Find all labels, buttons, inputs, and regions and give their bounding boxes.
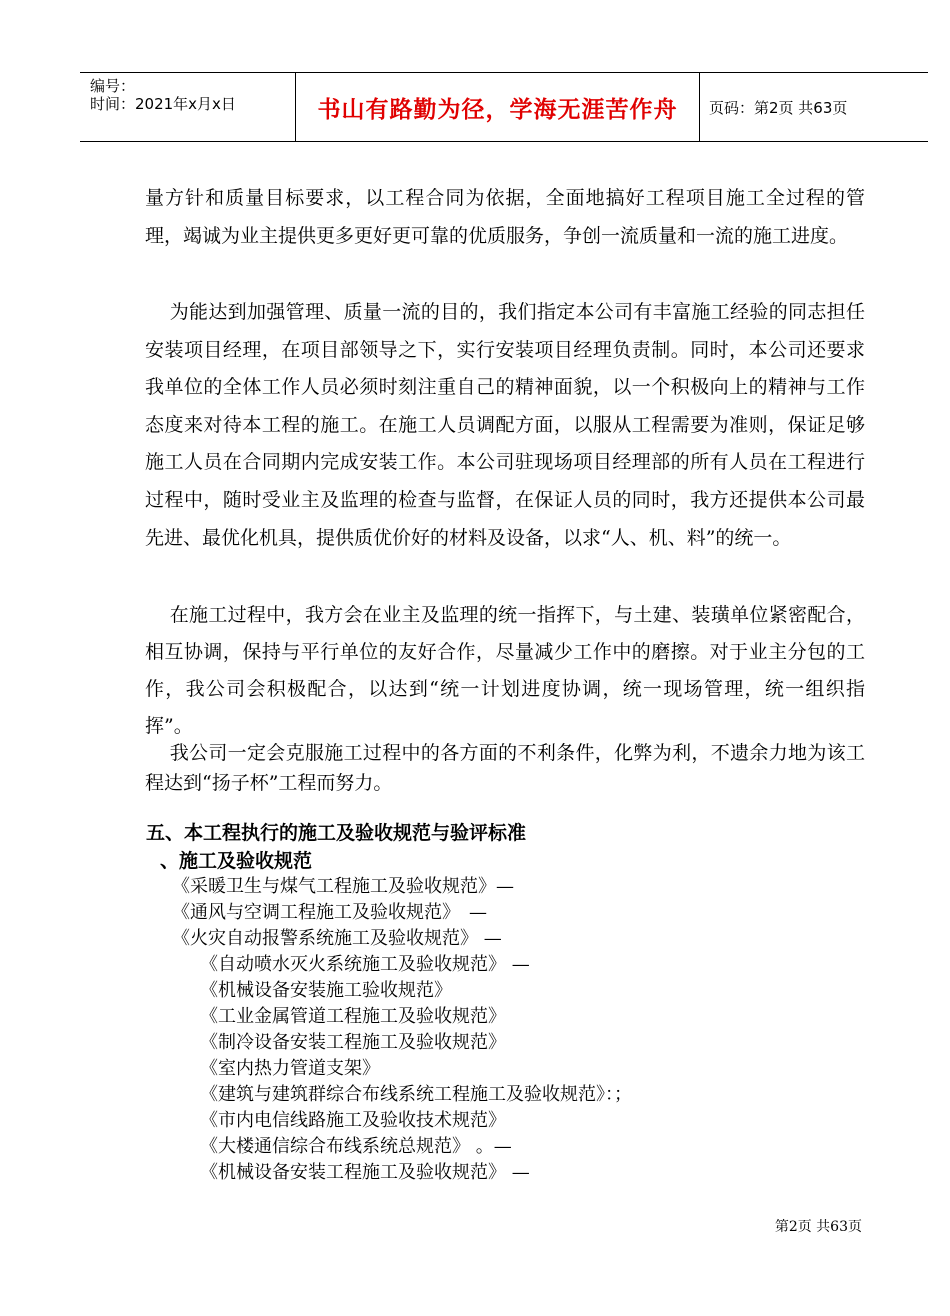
spec-item: 《制冷设备安装工程施工及验收规范》 bbox=[200, 1032, 506, 1053]
spec-item: 《自动喷水灭火系统施工及验收规范》 — bbox=[200, 954, 530, 975]
spec-item: 《机械设备安装工程施工及验收规范》 — bbox=[200, 1162, 530, 1183]
header-page-number: 页码：第2页 共63页 bbox=[709, 99, 848, 117]
spec-item: 《市内电信线路施工及验收技术规范》 bbox=[200, 1110, 506, 1131]
spec-item: 《工业金属管道工程施工及验收规范》 bbox=[200, 1006, 506, 1027]
spec-item: 《火灾自动报警系统施工及验收规范》 — bbox=[172, 928, 502, 949]
header-motto-cell bbox=[295, 73, 700, 141]
spec-item: 《通风与空调工程施工及验收规范》 — bbox=[172, 902, 487, 923]
page-footer: 第2页 共63页 bbox=[774, 1219, 862, 1235]
header-page-cell bbox=[699, 73, 928, 141]
document-time-label: 时间：2021年x月x日 bbox=[90, 95, 236, 113]
paragraph-1: 量方针和质量目标要求，以工程合同为依据，全面地搞好工程项目施工全过程的管理，竭诚为业主提供更多更好更可靠的优质服务，争创一流质量和一流的施工进度。 bbox=[145, 187, 865, 247]
paragraph-2: 为能达到加强管理、质量一流的目的，我们指定本公司有丰富施工经验的同志担任安装项目经理，在项目部领导之下，实行安装项目经理负责制。同时，本公司还要求我单位的全体工作人员必须时刻注重自己的精神面貌，以一个积极向上的精神与工作态度来对待本工程的施工。在施工人员调配方面，以服从工程需要为准则，保证足够施工人员在合同期内完成安装工作。本公司驻现场项目经理部的所有人员在工程进行过程中，随时受业主及监理的检查与监督，在保证人员的同时，我方还提供本公司最先进、最优化机具，提供质优价好的材料及设备，以求“人、机、料”的统一。 bbox=[145, 301, 865, 549]
section-heading: 五、本工程执行的施工及验收规范与验评标准 bbox=[146, 822, 527, 844]
header-meta bbox=[80, 73, 295, 141]
header-motto: 书山有路勤为径，学海无涯苦作舟 bbox=[317, 97, 678, 123]
paragraph-3: 在施工过程中，我方会在业主及监理的统一指挥下，与土建、装璜单位紧密配合，相互协调，保持与平行单位的友好合作，尽量减少工作中的磨擦。对于业主分包的工作，我公司会积极配合，以达到“统一计划进度协调，统一现场管理，统一组织指挥”。 bbox=[145, 604, 865, 737]
document-number-label: 编号： bbox=[90, 77, 136, 95]
paragraph-4: 我公司一定会克服施工过程中的各方面的不利条件，化弊为利，不遗余力地为该工程达到“扬子杯”工程而努力。 bbox=[145, 742, 865, 794]
spec-item: 《室内热力管道支架》 bbox=[200, 1058, 380, 1079]
subsection-heading: 、施工及验收规范 bbox=[160, 850, 313, 872]
spec-item: 《机械设备安装施工验收规范》 bbox=[200, 980, 452, 1001]
page-header bbox=[80, 72, 928, 142]
spec-item: 《采暖卫生与煤气工程施工及验收规范》— bbox=[172, 876, 514, 897]
spec-item: 《建筑与建筑群综合布线系统工程施工及验收规范》：； bbox=[200, 1084, 632, 1105]
spec-item: 《大楼通信综合布线系统总规范》 。— bbox=[200, 1136, 512, 1157]
